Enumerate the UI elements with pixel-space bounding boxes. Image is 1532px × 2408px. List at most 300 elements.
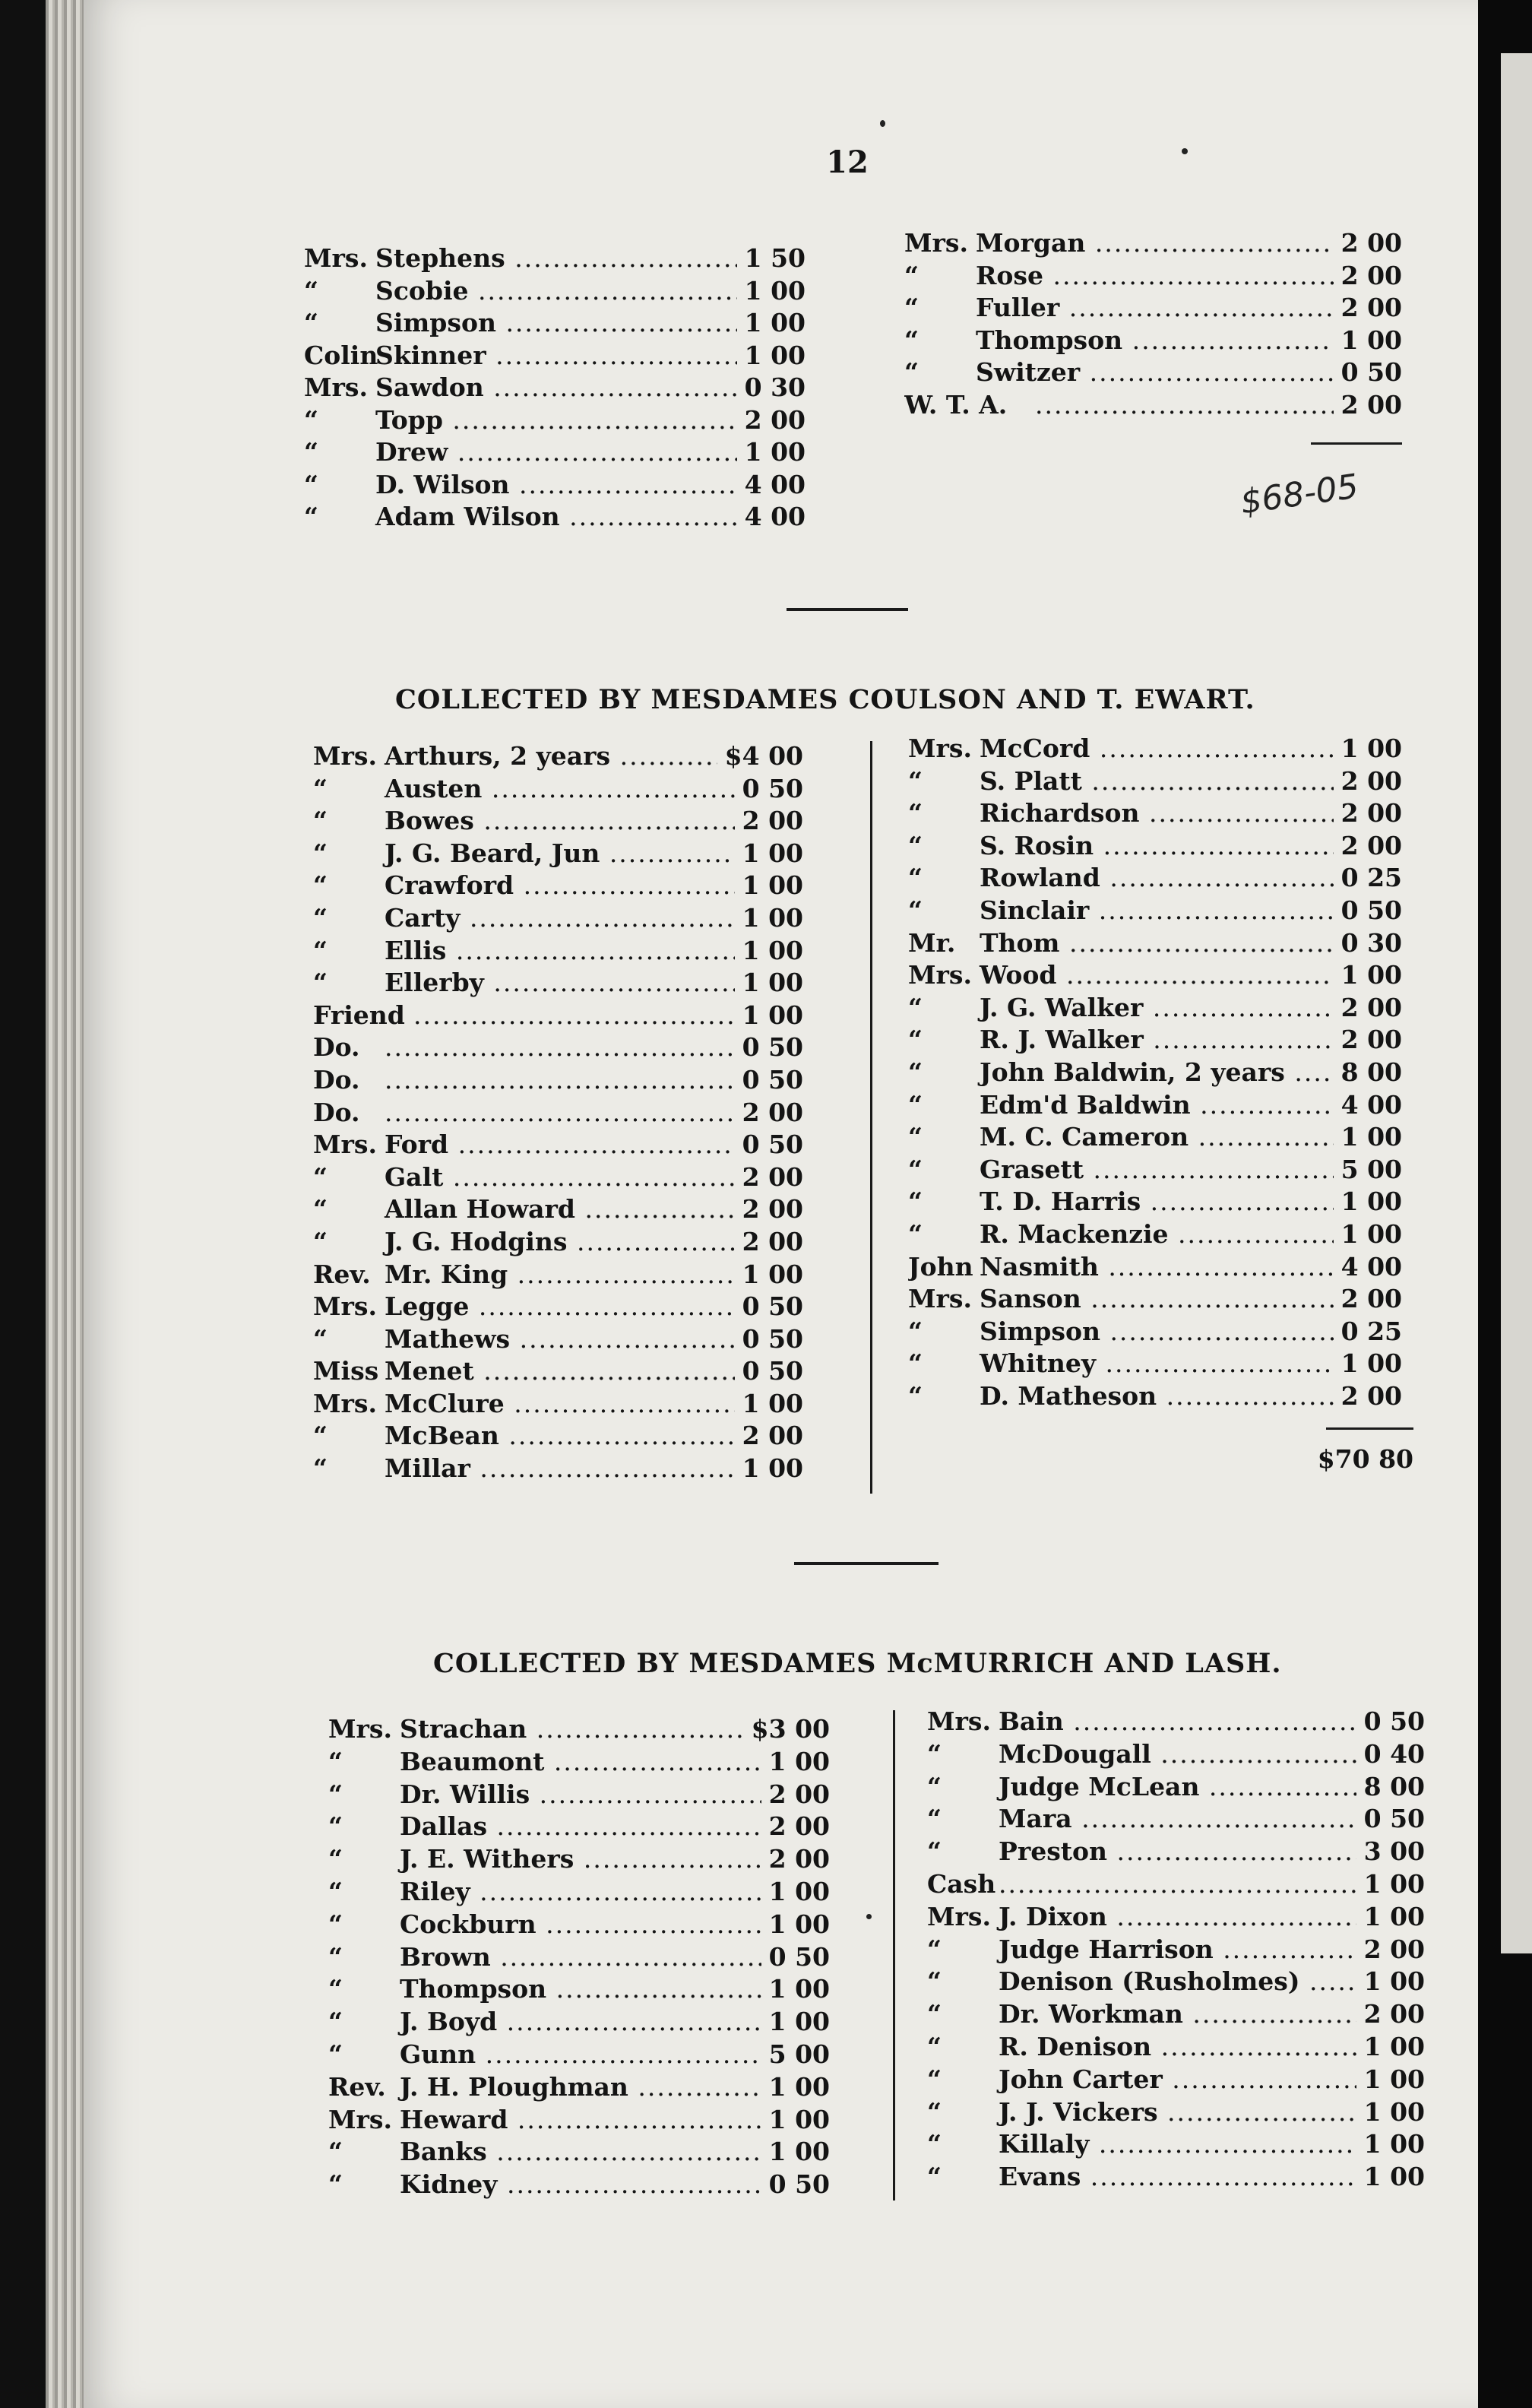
donor-title: “ [328,1941,343,1972]
donation-amount: 2 00 [761,1779,830,1809]
ledger-row [328,1811,830,1844]
donor-name: Killaly ..... [999,2129,1425,2159]
donor-title: “ [313,773,328,803]
ledger-row [908,1057,1402,1090]
donor-name: Menet ..... [385,1356,803,1386]
donor-title: Mrs. [908,733,972,763]
donor-title: Mrs. [304,372,368,402]
donation-amount: 2 00 [735,1194,803,1224]
donor-name: Bain ..... [999,1706,1425,1736]
donor-name: Beaumont ..... [400,1747,830,1776]
section2-total-rule [1326,1427,1413,1430]
section1-left-column [304,243,806,534]
donor-title: “ [304,404,318,435]
donation-amount: 0 50 [735,1130,803,1159]
ledger-row [304,502,806,534]
donor-title: Cash [927,1868,996,1899]
donor-title: Mrs. [313,1291,377,1322]
donor-title: “ [313,1453,328,1484]
donor-name: Simpson ..... [980,1316,1402,1346]
ledger-row [908,733,1402,766]
donor-name: McDougall ..... [999,1739,1425,1769]
donation-amount: 0 50 [735,1065,803,1095]
ledger-row [908,831,1402,863]
section2-total: $70 80 [1317,1444,1413,1474]
donor-title: “ [927,2129,942,2159]
donor-title: “ [908,1380,923,1411]
donor-name: Skinner ..... [375,341,806,370]
donor-title: “ [927,1934,942,1964]
donor-title: “ [927,1966,942,1997]
ledger-row [313,936,803,968]
donation-amount: 1 00 [737,437,806,467]
ledger-row [908,895,1402,928]
donor-name: Millar ..... [385,1453,803,1483]
donor-name: J. J. Vickers ..... [999,2097,1425,2127]
donation-amount: 2 00 [735,1227,803,1256]
donor-title: Mrs. [908,1284,972,1314]
donation-amount: 4 00 [737,470,806,499]
ledger-row [927,1934,1425,1967]
donor-name: Drew ..... [375,437,806,467]
donor-name: J. E. Withers ..... [400,1844,830,1874]
donor-name: Galt ..... [385,1162,803,1192]
ledger-row [908,798,1402,831]
donation-amount: 0 25 [1334,1316,1402,1346]
donation-amount: 1 00 [761,2105,830,2134]
donor-title: Mrs. [908,960,972,990]
donor-title: “ [904,325,919,355]
donation-amount: 0 50 [761,2169,830,2199]
ledger-row [313,1065,803,1098]
donation-amount: 3 00 [1356,1836,1425,1866]
donor-name: McClure ..... [385,1389,803,1418]
ledger-row [313,741,803,774]
ledger-row [927,1999,1425,2032]
donation-amount: 5 00 [1334,1155,1402,1184]
donor-title: Mrs. [304,243,368,273]
donor-name: Thom ..... [980,928,1402,958]
donation-amount: 0 50 [761,1942,830,1972]
ledger-row [908,993,1402,1025]
donation-amount: $3 00 [744,1714,830,1744]
donor-title: Miss [313,1356,379,1386]
donor-name: Topp ..... [375,405,806,435]
donor-name: Nasmith ..... [980,1252,1402,1282]
ledger-row [304,470,806,502]
donor-title: “ [908,1057,923,1087]
donor-name: J. Boyd ..... [400,2007,830,2036]
donor-title: “ [304,308,318,337]
donor-title: “ [328,1876,343,1906]
ink-blot [866,1914,872,1919]
donation-amount: 0 30 [737,372,806,402]
ledger-row [313,1324,803,1357]
donor-name: Whitney ..... [980,1348,1402,1378]
donor-name: Stephens ..... [375,243,806,273]
donation-amount: 1 00 [1334,960,1402,990]
ledger-row [927,1772,1425,1804]
donor-name: J. G. Walker ..... [980,993,1402,1022]
donor-title: “ [908,1218,923,1249]
ledger-row [908,1187,1402,1219]
donor-name: J. H. Ploughman ..... [400,2072,830,2102]
donation-amount: 1 00 [761,1909,830,1939]
donation-amount: 1 00 [1334,1348,1402,1378]
donation-amount: 2 00 [735,1162,803,1192]
donation-amount: 8 00 [1334,1057,1402,1087]
donor-title: Colin [304,340,378,370]
donation-amount: 1 00 [761,1747,830,1776]
donor-name: Denison (Rusholmes) ..... [999,1966,1425,1996]
donor-title: “ [328,1844,343,1874]
donor-title: “ [304,469,318,499]
donation-amount: 1 00 [735,1000,803,1030]
ledger-row [927,1966,1425,1999]
donation-amount: 2 00 [1334,798,1402,828]
ledger-row [328,2105,830,2137]
donor-name: John Baldwin, 2 years ..... [980,1057,1402,1087]
ledger-row [927,2162,1425,2194]
donor-title: Mrs. [927,1706,991,1736]
ink-blot [880,120,885,127]
ledger-row [328,2137,830,2169]
donation-amount: 0 50 [735,774,803,803]
donor-name: Allan Howard ..... [385,1194,803,1224]
donation-amount: 1 00 [1334,733,1402,763]
donation-amount: 2 00 [1334,1284,1402,1313]
section2-divider [794,1562,939,1565]
section1-divider [787,608,908,611]
ledger-row [927,1902,1425,1934]
donor-name: J. G. Beard, Jun ..... [385,838,803,868]
ledger-row [908,1155,1402,1187]
ledger-row [328,1747,830,1779]
donor-name: Carty ..... [385,903,803,933]
donor-name: Thompson ..... [976,325,1402,355]
ledger-row [328,1942,830,1975]
donor-title: “ [908,992,923,1022]
donation-amount: 1 00 [1334,1219,1402,1249]
donation-amount: 1 00 [735,1259,803,1289]
ledger-row [927,1804,1425,1836]
donor-title: “ [328,1811,343,1842]
donor-name: Sanson ..... [980,1284,1402,1313]
ledger-row [313,968,803,1000]
donor-title: “ [908,830,923,860]
section3-left-column [328,1714,830,2202]
ledger-row [908,1316,1402,1349]
donor-name: Sawdon ..... [375,372,806,402]
donor-name: Mathews ..... [385,1324,803,1354]
section3-heading: COLLECTED BY MESDAMES McMURRICH AND LASH. [433,1648,1282,1679]
donor-name: Riley ..... [400,1877,830,1906]
donation-amount: 0 25 [1334,863,1402,892]
ledger-row [908,928,1402,961]
donor-name: Rose ..... [976,261,1402,290]
ledger-row [908,863,1402,895]
donor-name: Thompson ..... [400,1974,830,2004]
ledger-row [904,390,1402,423]
donation-amount: 2 00 [1334,261,1402,290]
donor-name: Legge ..... [385,1291,803,1321]
donor-name: M. C. Cameron ..... [980,1122,1402,1152]
donation-amount: 1 00 [735,1389,803,1418]
donor-title: “ [927,1999,942,2029]
donor-name: R. Denison ..... [999,2032,1425,2061]
donor-title: Mrs. [904,228,968,258]
donor-name: Cockburn ..... [400,1909,830,1939]
ledger-row [313,774,803,806]
ledger-row [927,2129,1425,2162]
donor-title: “ [313,1323,328,1354]
donor-name: Evans ..... [999,2162,1425,2191]
donor-name: John Carter ..... [999,2064,1425,2094]
donation-amount: 2 00 [735,1421,803,1450]
donor-name: S. Platt ..... [980,766,1402,796]
donor-title: Mr. [908,927,956,958]
donor-name: Strachan ..... [400,1714,830,1744]
donor-name: Gunn ..... [400,2039,830,2069]
donation-amount: 1 00 [1356,2032,1425,2061]
section3-right-column [927,1706,1425,2194]
donation-amount: 2 00 [737,405,806,435]
donor-title: “ [904,357,919,387]
ledger-row [904,228,1402,261]
donation-amount: 1 00 [737,308,806,337]
donor-title: “ [328,2137,343,2167]
ledger-row [313,1259,803,1292]
donor-name: Ford ..... [385,1130,803,1159]
ledger-row [908,766,1402,799]
handwritten-total: $68-05 [1238,467,1361,522]
donor-title: “ [908,1154,923,1184]
donor-name: Brown ..... [400,1942,830,1972]
ledger-row [908,1122,1402,1155]
donor-name: Fuller ..... [976,293,1402,322]
donation-amount: 0 50 [735,1291,803,1321]
donation-amount: 1 00 [735,968,803,997]
donor-name: Judge McLean ..... [999,1772,1425,1801]
donor-name: Kidney ..... [400,2169,830,2199]
donor-title: Mrs. [328,2104,392,2134]
donation-amount: 2 00 [735,1098,803,1127]
donor-name: Judge Harrison ..... [999,1934,1425,1964]
donor-name: Scobie ..... [375,276,806,306]
donation-amount: 0 30 [1334,928,1402,958]
donor-title: “ [904,293,919,322]
donor-title: “ [908,1187,923,1217]
ledger-row [313,1032,803,1065]
donor-title: Do. [313,1032,360,1063]
donation-amount: 1 00 [1334,1187,1402,1216]
donation-amount: 0 50 [1334,895,1402,925]
donation-amount: $4 00 [717,741,803,771]
donor-title: “ [908,1089,923,1120]
ledger-row [927,1869,1425,1902]
ledger-row [313,1000,803,1033]
donor-title: “ [908,798,923,829]
donation-amount: 2 00 [1356,1999,1425,2029]
section2-column-divider [870,741,872,1494]
donation-amount: 4 00 [1334,1090,1402,1120]
donor-name: Ellerby ..... [385,968,803,997]
ledger-row [328,1909,830,1942]
donor-title: “ [328,2169,343,2200]
ledger-row [313,1291,803,1324]
ledger-row [304,308,806,341]
donor-title: Rev. [328,2071,386,2102]
donation-amount: 1 00 [761,1877,830,1906]
donation-amount: 0 50 [1356,1804,1425,1833]
ledger-row [927,1836,1425,1869]
ledger-row [908,1025,1402,1057]
donor-title: “ [313,902,328,933]
donor-title: “ [328,1909,343,1939]
donor-title: W. T. A. [904,389,1008,420]
donor-name: McCord ..... [980,733,1402,763]
donation-amount: 0 50 [1356,1706,1425,1736]
ledger-row [304,372,806,405]
ledger-row [927,1739,1425,1772]
ledger-row [313,1162,803,1195]
donor-title: Do. [313,1064,360,1095]
donation-amount: 2 00 [735,806,803,835]
donation-amount: 1 00 [1356,1869,1425,1899]
ledger-row [313,1098,803,1130]
donor-name: Preston ..... [999,1836,1425,1866]
page-number: 12 [826,144,869,180]
donation-amount: 1 50 [737,243,806,273]
ledger-row [927,2097,1425,2130]
donor-title: “ [927,1771,942,1801]
donor-title: Mrs. [313,741,377,771]
donor-title: “ [927,2064,942,2094]
section1-total-rule [1311,442,1402,445]
donation-amount: 1 00 [761,2072,830,2102]
ledger-row [304,276,806,309]
ledger-row [328,2072,830,2105]
donation-amount: 1 00 [1356,2162,1425,2191]
donor-title: Mrs. [328,1714,392,1744]
donor-title: “ [328,1779,343,1809]
ledger-row [927,1706,1425,1739]
ledger-row [313,1356,803,1389]
donation-amount: 2 00 [1334,993,1402,1022]
donation-amount: 1 00 [1334,1122,1402,1152]
donor-name: Morgan ..... [976,228,1402,258]
donation-amount: 4 00 [737,502,806,531]
donor-name: Wood ..... [980,960,1402,990]
donation-amount: 2 00 [1334,1381,1402,1411]
donation-amount: 8 00 [1356,1772,1425,1801]
donor-name: D. Wilson ..... [375,470,806,499]
ledger-row [313,903,803,936]
donor-title: “ [313,1421,328,1451]
ledger-row [304,405,806,438]
ledger-row [313,1421,803,1453]
ledger-row [328,2169,830,2202]
donor-name: Sinclair ..... [980,895,1402,925]
donation-amount: 1 00 [761,1974,830,2004]
donor-title: “ [328,1974,343,2004]
donor-title: “ [904,260,919,290]
donation-amount: 2 00 [1334,1025,1402,1054]
ledger-row [328,1779,830,1812]
donation-amount: 1 00 [1356,1966,1425,1996]
ledger-row [908,1252,1402,1285]
ledger-row [304,437,806,470]
donor-name: Mr. King ..... [385,1259,803,1289]
donor-title: “ [313,1226,328,1256]
ledger-row [313,838,803,871]
donor-name: Mara ..... [999,1804,1425,1833]
donation-amount: 2 00 [1334,390,1402,420]
donor-title: “ [313,870,328,901]
donation-amount: 2 00 [1334,766,1402,796]
donor-name: Heward ..... [400,2105,830,2134]
donor-title: Mrs. [313,1388,377,1418]
donation-amount: 1 00 [735,1453,803,1483]
donor-title: “ [908,863,923,893]
donor-name: Switzer ..... [976,357,1402,387]
donation-amount: 2 00 [1334,831,1402,860]
donation-amount: 4 00 [1334,1252,1402,1282]
donation-amount: 0 50 [735,1324,803,1354]
ledger-row [313,1453,803,1486]
donor-name: Grasett ..... [980,1155,1402,1184]
ledger-row [328,1714,830,1747]
ledger-row [904,261,1402,293]
donation-amount: 1 00 [735,870,803,900]
donor-title: “ [313,838,328,868]
donation-amount: 0 50 [1334,357,1402,387]
donor-name: Rowland ..... [980,863,1402,892]
donor-name: Edm'd Baldwin ..... [980,1090,1402,1120]
donation-amount: 2 00 [1334,293,1402,322]
donor-title: “ [313,806,328,836]
donor-name: R. J. Walker ..... [980,1025,1402,1054]
section2-right-column [908,733,1402,1413]
ledger-row [313,1194,803,1227]
donor-title: “ [304,437,318,467]
donor-title: “ [908,1316,923,1346]
ledger-row [908,1381,1402,1414]
donor-title: “ [908,1348,923,1379]
donation-amount: 1 00 [761,2137,830,2166]
donation-amount: 1 00 [737,276,806,306]
donor-title: “ [313,935,328,965]
donor-title: “ [927,2162,942,2192]
donor-name: Austen ..... [385,774,803,803]
donor-name: Dallas ..... [400,1811,830,1841]
donation-amount: 2 00 [1334,228,1402,258]
donation-amount: 0 50 [735,1356,803,1386]
donor-name: Simpson ..... [375,308,806,337]
ledger-row [908,1090,1402,1123]
donation-amount: 1 00 [735,903,803,933]
donation-amount: 5 00 [761,2039,830,2069]
donor-title: Friend [313,1000,405,1030]
section1-right-column [904,228,1402,422]
donor-title: “ [908,895,923,925]
ledger-row [328,1877,830,1909]
donor-title: “ [927,2031,942,2061]
donor-title: Mrs. [927,1901,991,1931]
section3-column-divider [893,1710,895,2200]
donor-name: McBean ..... [385,1421,803,1450]
donor-name: Banks ..... [400,2137,830,2166]
